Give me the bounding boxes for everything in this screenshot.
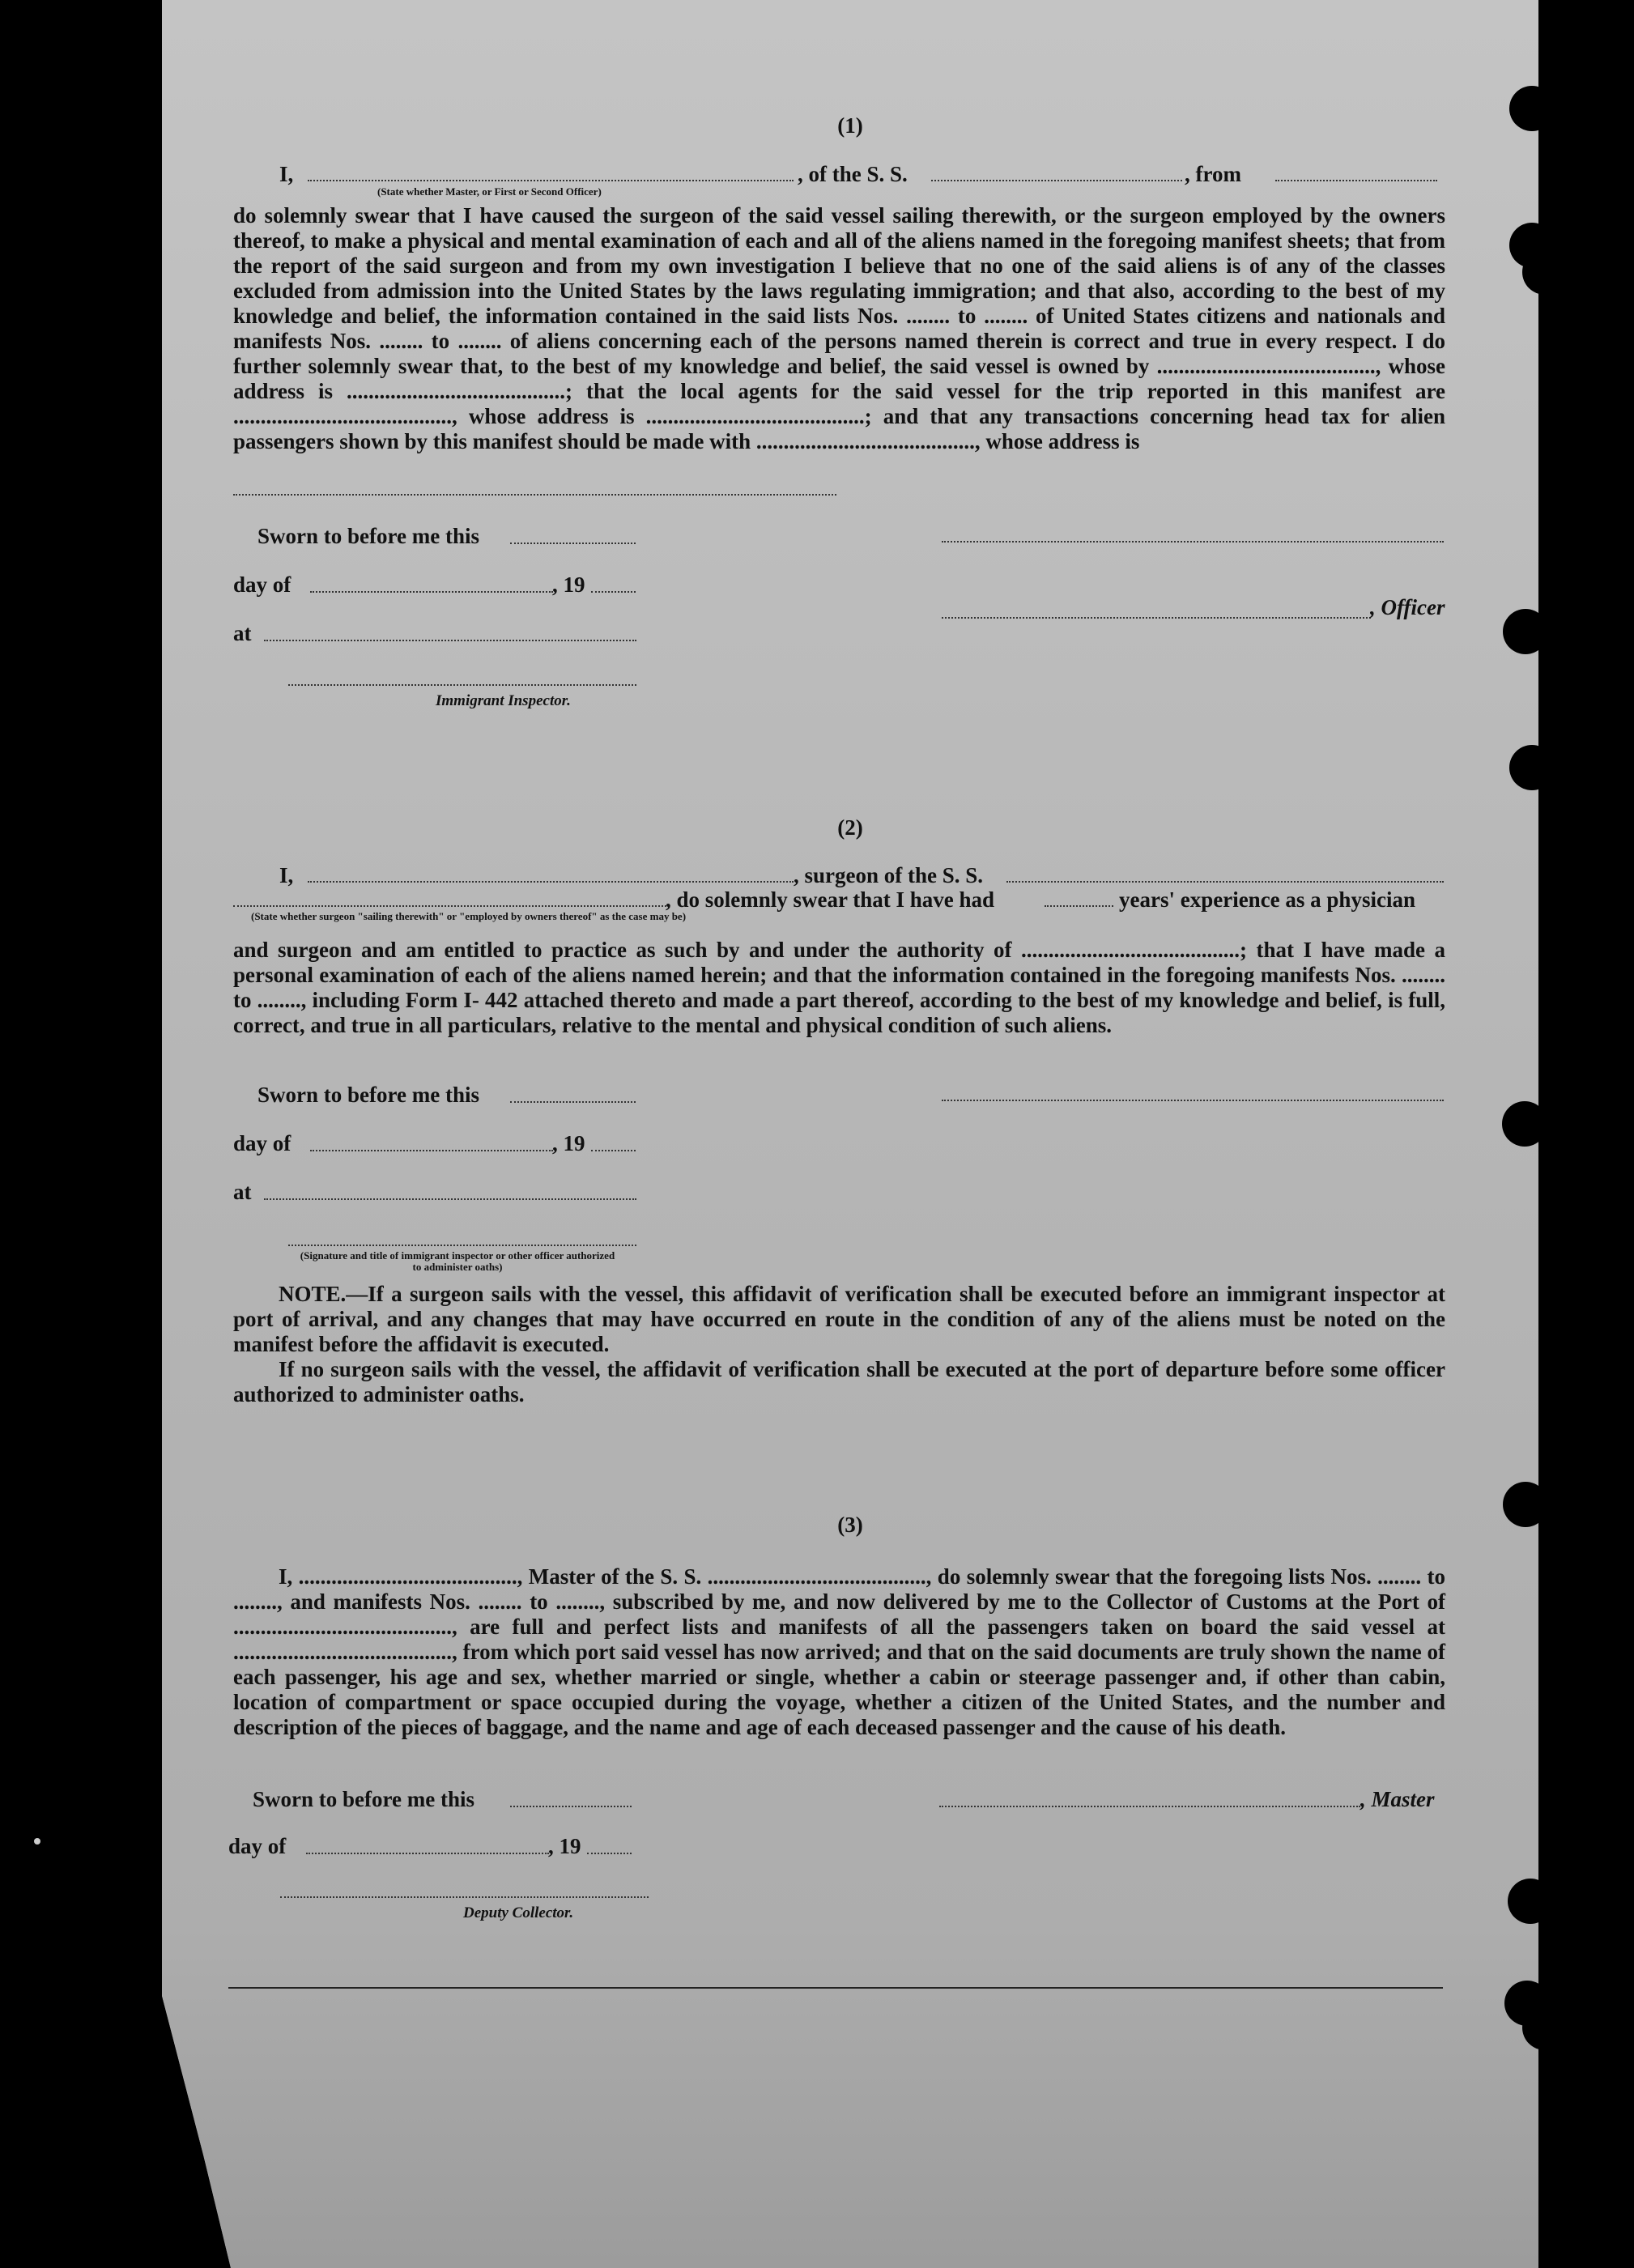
s2-surgeon-of-label: , surgeon of the S. S. bbox=[794, 863, 984, 887]
s3-day-label: day of bbox=[228, 1834, 287, 1858]
s2-i-label: I, bbox=[279, 863, 294, 887]
s1-year-label: , 19 bbox=[552, 572, 585, 597]
s2-surgeon-signature[interactable] bbox=[942, 1100, 1444, 1101]
s1-officer-field[interactable] bbox=[308, 180, 794, 181]
speck bbox=[34, 1838, 40, 1845]
s1-officer-signature[interactable] bbox=[942, 541, 1444, 543]
s1-inspector-signature[interactable] bbox=[288, 684, 636, 686]
s3-collector-signature[interactable] bbox=[280, 1896, 649, 1898]
punch-hole bbox=[1509, 745, 1555, 790]
s1-from-label: , from bbox=[1185, 162, 1241, 186]
note-label: NOTE.— bbox=[279, 1282, 368, 1306]
s2-signature-line[interactable] bbox=[288, 1245, 636, 1246]
section-1-number: (1) bbox=[837, 113, 863, 138]
s2-swear-label: , do solemnly swear that I have had bbox=[666, 887, 995, 912]
s1-day-label: day of bbox=[233, 572, 291, 597]
punch-hole bbox=[1522, 2005, 1568, 2050]
s2-note-para bbox=[233, 1282, 1445, 1357]
s2-sworn-label: Sworn to before me this bbox=[257, 1083, 479, 1107]
s3-master-label: , Master bbox=[1360, 1787, 1435, 1811]
s2-note bbox=[233, 1282, 1445, 1407]
s1-of-ss-label: , of the S. S. bbox=[798, 162, 908, 186]
s2-year-label: , 19 bbox=[552, 1131, 585, 1155]
s1-sworn-field[interactable] bbox=[510, 543, 636, 544]
s2-note2-text: If no surgeon sails with the vessel, the affidavit of verification shall be executed at the port of departure before some officer authorized to administer oaths. bbox=[233, 1357, 1445, 1406]
s2-vessel-field[interactable] bbox=[1006, 881, 1444, 883]
punch-hole bbox=[1502, 1101, 1547, 1147]
s1-vessel-field[interactable] bbox=[931, 180, 1182, 181]
punch-hole bbox=[1503, 609, 1548, 654]
s2-at-field[interactable] bbox=[264, 1198, 636, 1200]
s1-address-continuation[interactable] bbox=[233, 494, 836, 496]
s2-day-label: day of bbox=[233, 1131, 291, 1155]
s1-at-label: at bbox=[233, 621, 252, 645]
s3-year-label: , 19 bbox=[548, 1834, 581, 1858]
s1-i-label: I, bbox=[279, 162, 294, 186]
s2-signature-hint bbox=[296, 1250, 619, 1273]
s3-master-signature[interactable] bbox=[939, 1806, 1360, 1807]
s1-at-field[interactable] bbox=[264, 640, 636, 641]
s1-year-field[interactable] bbox=[591, 591, 636, 593]
s2-year-field[interactable] bbox=[591, 1150, 636, 1151]
s2-sworn-field[interactable] bbox=[510, 1101, 636, 1103]
s2-surgeon-name-field[interactable] bbox=[308, 881, 794, 883]
s1-inspector-label: Immigrant Inspector. bbox=[436, 692, 571, 709]
s2-signature-hint-text: (Signature and title of immigrant inspector or other officer authorized to administer oaths) bbox=[300, 1249, 615, 1273]
s1-from-field[interactable] bbox=[1275, 180, 1437, 181]
punch-hole bbox=[1522, 249, 1568, 295]
s2-oath-text: and surgeon and am entitled to practice as such by and under the authority of ........................................; that I have made a personal examination of each of the aliens named herein; and that the information contained in the foregoing manifests Nos. ........ to ........, including Form I- 442 attached thereto and made a part thereof, according to the best of my knowledge and belief, is full, correct, and true in all particulars, relative to the mental and physical condition of such aliens. bbox=[233, 938, 1445, 1037]
s1-officer-label: , Officer bbox=[1370, 595, 1445, 619]
s2-years-label: years' experience as a physician bbox=[1119, 887, 1415, 912]
s2-note-text: If a surgeon sails with the vessel, this affidavit of verification shall be executed before an immigrant inspector at port of arrival, and any changes that may have occurred en route in the condition of any of the aliens must be noted on the manifest before the affidavit is executed. bbox=[233, 1282, 1445, 1356]
s2-years-field[interactable] bbox=[1045, 905, 1113, 907]
s1-sworn-label: Sworn to before me this bbox=[257, 524, 479, 548]
s3-day-field[interactable] bbox=[306, 1853, 549, 1854]
s1-officer-hint: (State whether Master, or First or Second Officer) bbox=[377, 185, 602, 198]
section-2-number: (2) bbox=[837, 815, 863, 840]
bottom-rule bbox=[228, 1987, 1443, 1989]
s1-oath-body bbox=[233, 203, 1445, 454]
section-3-number: (3) bbox=[837, 1513, 863, 1537]
s2-day-field[interactable] bbox=[310, 1150, 553, 1151]
s3-collector-label: Deputy Collector. bbox=[463, 1904, 574, 1921]
s1-officer-line[interactable] bbox=[942, 617, 1371, 619]
s3-oath-body bbox=[233, 1564, 1445, 1740]
s2-surgeon-hint: (State whether surgeon "sailing therewith" or "employed by owners thereof" as the case may be) bbox=[251, 910, 687, 922]
s3-oath-text: I, ........................................, Master of the S. S. ........................................, do solemnly swear that the foregoing lists Nos. ........ to ........, and manifests Nos. ........ to ........, subscribed by me, and now delivered by me to the Collector of Customs at the Port of ........................................, are full and perfect lists and manifests of all the passengers taken on board the said vessel at ........................................, from which port said vessel has now arrived; and that on the said documents are truly shown the name of each passenger, his age and sex, whether married or single, whether a cabin or steerage passenger and, if other than cabin, location of compartment or space occupied during the voyage, whether a citizen of the United States, and the number and description of the pieces of baggage, and the name and age of each deceased passenger and the cause of his death. bbox=[233, 1564, 1445, 1739]
s2-at-label: at bbox=[233, 1180, 252, 1204]
s3-sworn-field[interactable] bbox=[510, 1806, 632, 1807]
s1-day-field[interactable] bbox=[310, 591, 553, 593]
s2-surgeon-status-field[interactable] bbox=[233, 905, 666, 907]
s2-oath-body bbox=[233, 938, 1445, 1038]
s3-year-field[interactable] bbox=[587, 1853, 632, 1854]
s1-oath-text: do solemnly swear that I have caused the surgeon of the said vessel sailing therewith, or the surgeon employed by the owners thereof, to make a physical and mental examination of each and all of the aliens named in the foregoing manifest sheets; that from the report of the said surgeon and from my own investigation I believe that no one of the said aliens is of any of the classes excluded from admission into the United States by the laws regulating immigration; and that also, according to the best of my knowledge and belief, the information contained in the said lists Nos. ........ to ........ of United States citizens and nationals and manifests Nos. ........ to ........ of aliens concerning each of the persons named therein is correct and true in every respect. I do further solemnly swear that, to the best of my knowledge and belief, the said vessel is owned by ........................................, whose address is ........................................; that the local agents for the said vessel for the trip reported in this manifest are ........................................, whose address is ........................................; and that any transactions concerning head tax for alien passengers shown by this manifest should be made with ........................................, whose address is bbox=[233, 203, 1445, 453]
s3-sworn-label: Sworn to before me this bbox=[253, 1787, 474, 1811]
punch-hole bbox=[1508, 1879, 1553, 1924]
